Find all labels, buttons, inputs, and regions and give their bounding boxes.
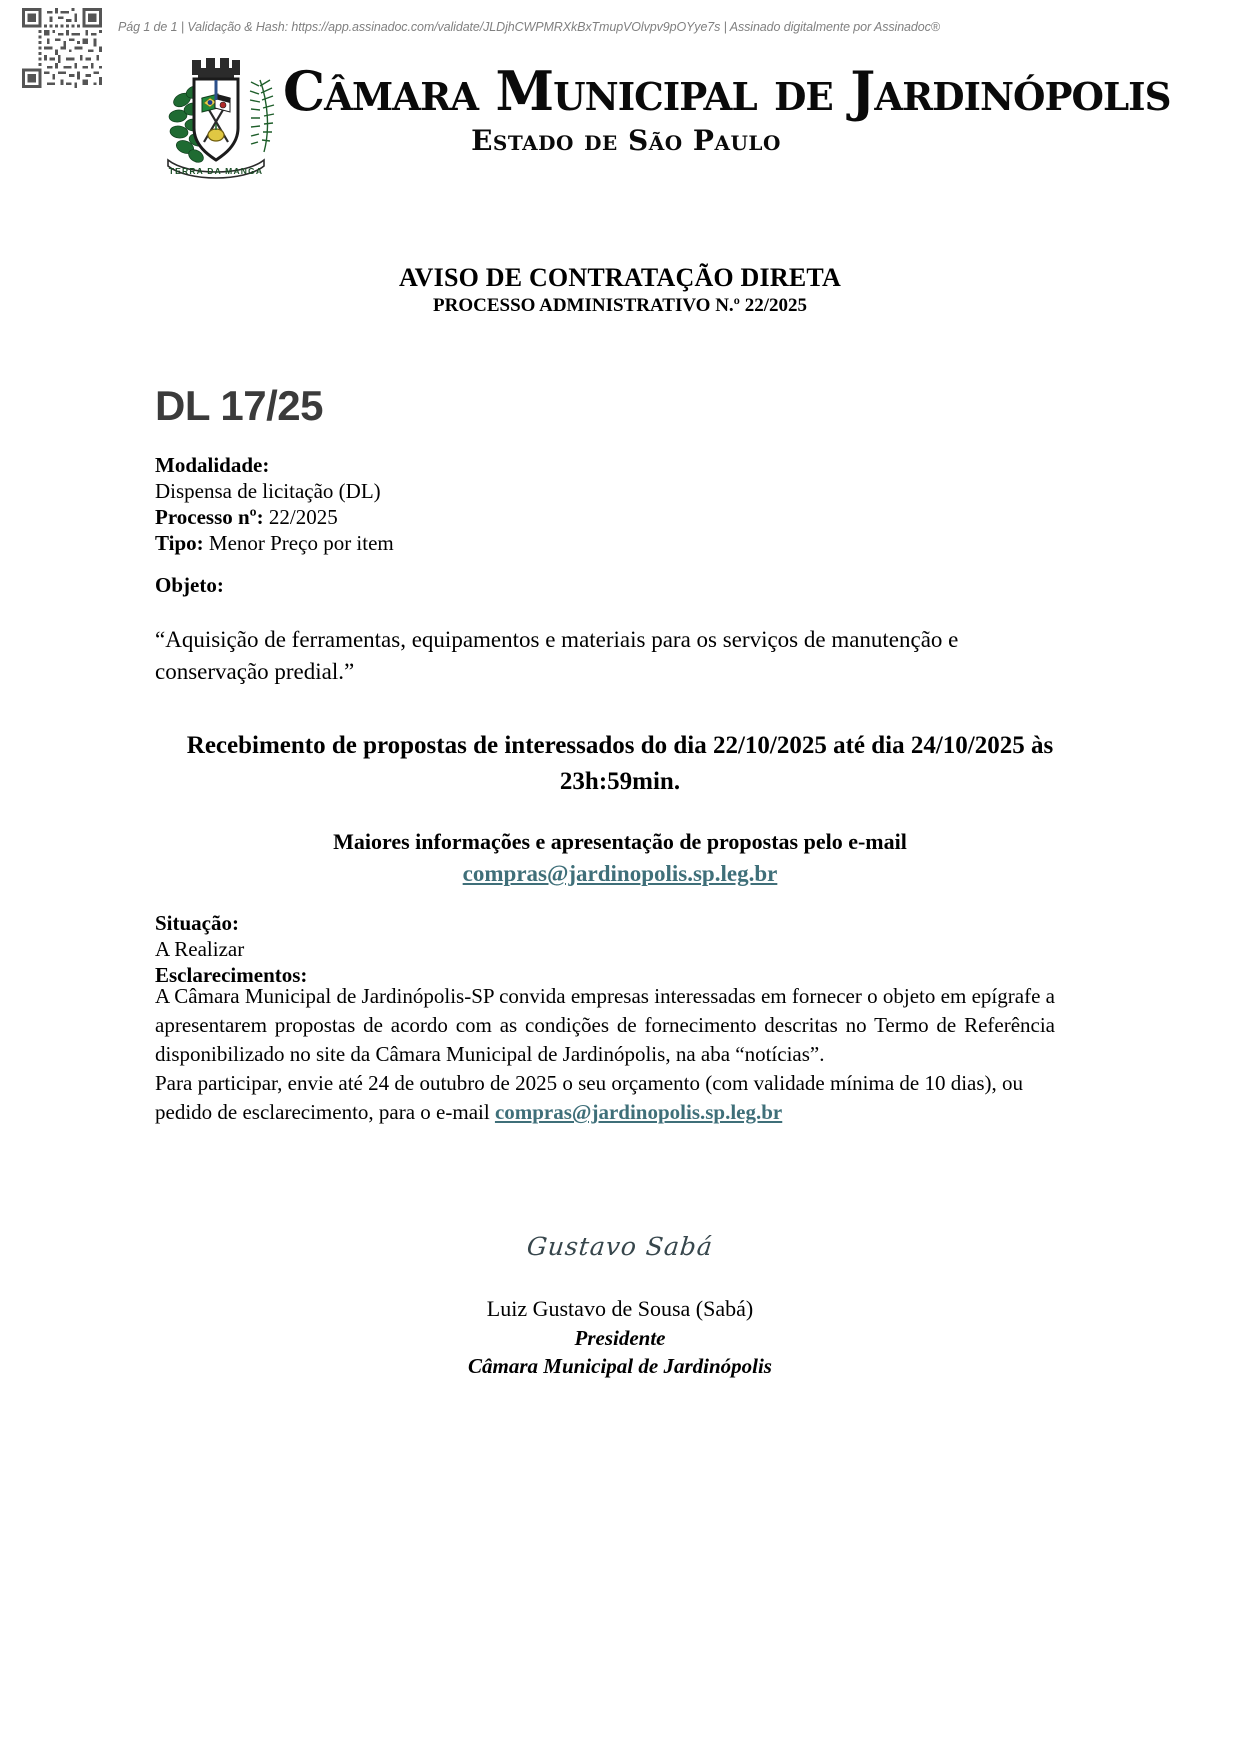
recebimento-notice: Recebimento de propostas de interessados do dia 22/10/2025 até dia 24/10/2025 às 23h:59min. [186, 732, 1054, 795]
modalidade-value-row [155, 478, 1085, 504]
crest-motto-text: TERRA DA MANGA [168, 166, 264, 176]
signature-script-wrap [155, 1230, 1085, 1264]
processo-row [155, 504, 1085, 530]
esclarecimentos-body [155, 982, 1055, 1127]
page-subtitle: PROCESSO ADMINISTRATIVO N.º 22/2025 [433, 295, 807, 316]
processo-label: Processo nº: [155, 505, 264, 529]
modalidade-value: Dispensa de licitação (DL) [155, 479, 381, 503]
contact-block [170, 826, 1070, 890]
esclarecimentos-paragraph-1: A Câmara Municipal de Jardinópolis-SP convida empresas interessadas em fornecer o objeto em epígrafe a apresentarem propostas de acordo com as condições de fornecimento descritas no Termo de Referência disponibilizado no site da Câmara Municipal de Jardinópolis, na aba “notícias”. [155, 984, 1055, 1066]
dl-number-heading: DL 17/25 [155, 382, 323, 429]
tipo-label: Tipo: [155, 531, 204, 555]
signature-area [155, 1230, 1085, 1380]
handwritten-signature: Gustavo Sabá [525, 1232, 715, 1261]
objeto-label: Objeto: [155, 573, 224, 597]
esclarecimentos-paragraph-2-text: Para participar, envie até 24 de outubro de 2025 o seu orçamento (com validade mínima de 10 dias), ou pedido de esclarecimento, para o e-mail [155, 1071, 1024, 1124]
page-title: AVISO DE CONTRATAÇÃO DIRETA [399, 263, 841, 292]
validation-hash-text: Pág 1 de 1 | Validação & Hash: https://app.assinadoc.com/validate/JLDjhCWPMRXkBxTmupVOlvpv9pOYye7s | Assinado digitalmente por Assinadoc® [118, 20, 940, 34]
objeto-text: “Aquisição de ferramentas, equipamentos e materiais para os serviços de manutenção e conservação predial.” [155, 627, 959, 684]
coat-of-arms-icon [152, 54, 280, 194]
esclarecimentos-email-link[interactable]: compras@jardinopolis.sp.leg.br [494, 1100, 783, 1124]
signatory-role: Presidente [574, 1326, 666, 1350]
tipo-value: Menor Preço por item [208, 531, 394, 555]
processo-value: 22/2025 [268, 505, 338, 529]
signatory-organization: Câmara Municipal de Jardinópolis [468, 1354, 772, 1378]
situacao-value-row [155, 936, 1085, 962]
organization-block [276, 59, 1171, 158]
modalidade-label: Modalidade: [155, 453, 270, 477]
situacao-block [155, 910, 1085, 988]
situacao-label: Situação: [155, 911, 239, 935]
esclarecimentos-paragraph-2 [155, 1069, 1055, 1127]
situacao-value: A Realizar [155, 937, 245, 961]
letterhead [0, 52, 1241, 202]
esclarecimentos-label: Esclarecimentos: [155, 963, 308, 987]
organization-state: Estado de São Paulo [471, 124, 781, 157]
signatory-name: Luiz Gustavo de Sousa (Sabá) [486, 1296, 754, 1321]
process-meta-block [155, 452, 1085, 556]
contact-intro: Maiores informações e apresentação de propostas pelo e-mail [333, 829, 907, 854]
organization-name: Câmara Municipal de Jardinópolis [283, 59, 1171, 123]
modalidade-row [155, 452, 1085, 478]
tipo-row [155, 530, 1085, 556]
situacao-label-row [155, 910, 1085, 936]
contact-email-link[interactable]: compras@jardinopolis.sp.leg.br [462, 861, 778, 886]
